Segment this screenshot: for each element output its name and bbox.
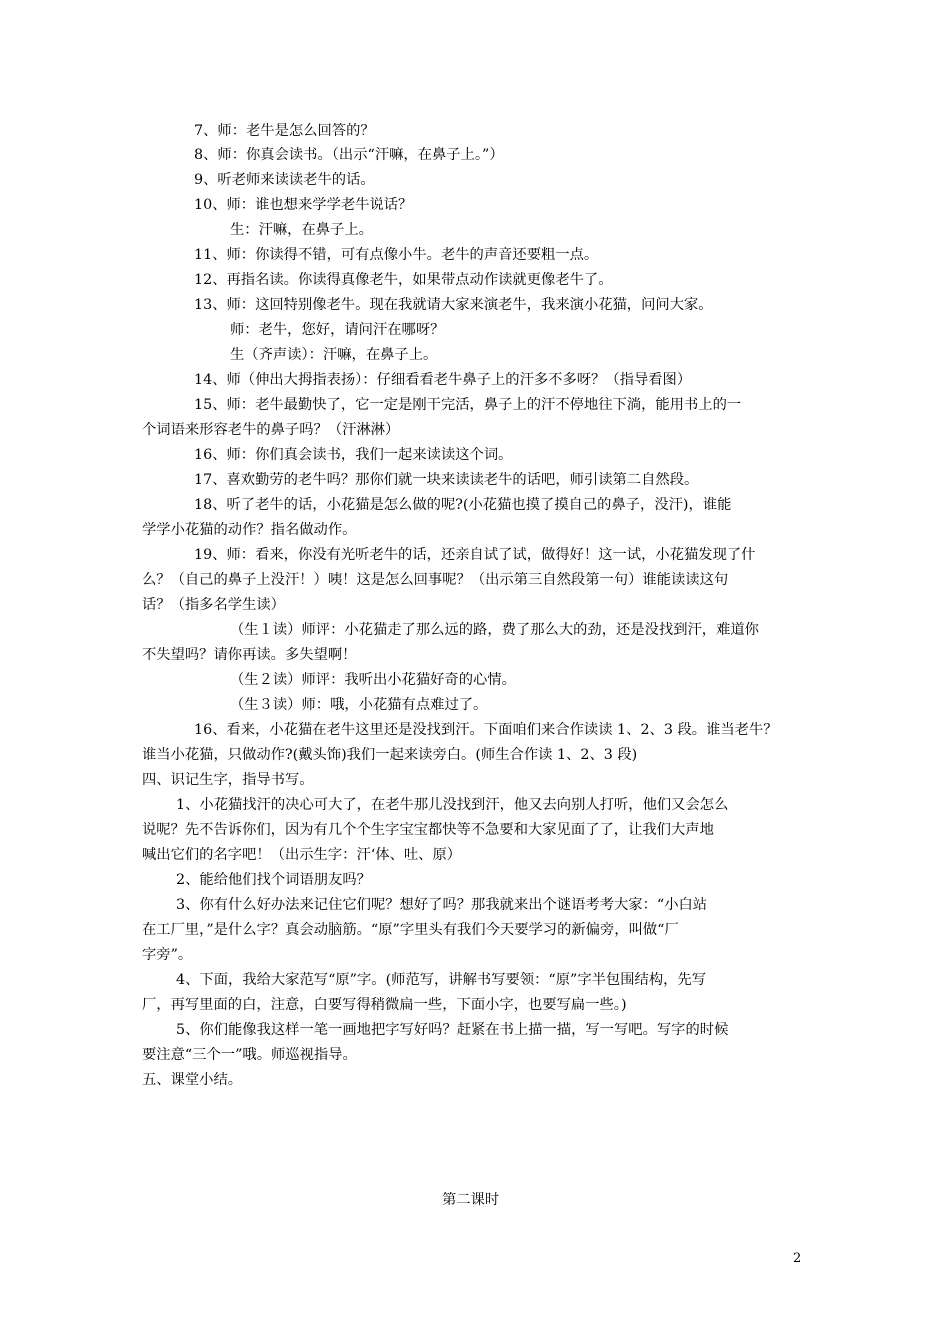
text-line: 在工厂里，”是什么字？真会动脑筋。“原”字里头有我们今天要学习的新偏旁，叫做“厂 [142, 922, 679, 938]
text-line: 四、识记生字，指导书写。 [142, 772, 314, 788]
text-line: 生：汗嘛，在鼻子上。 [230, 222, 373, 238]
text-line: 谁当小花猫，只做动作?(戴头饰)我们一起来读旁白。(师生合作读 1、2、3 段) [142, 747, 638, 763]
text-line: 要注意“三个一”哦。师巡视指导。 [142, 1047, 357, 1063]
text-line: 师：老牛，您好，请问汗在哪呀？ [230, 322, 445, 338]
text-line: 第二课时 [442, 1192, 500, 1208]
text-line: 生（齐声读）：汗嘛，在鼻子上。 [230, 347, 438, 363]
text-line: （生１读）师评：小花猫走了那么远的路，费了那么大的劲，还是没找到汗，难道你 [230, 622, 759, 638]
text-line: 厂，再写里面的白，注意，白要写得稍微扁一些，下面小字，也要写扁一些。) [142, 997, 627, 1013]
text-line: 字旁”。 [142, 947, 193, 963]
text-line: 五、课堂小结。 [142, 1072, 243, 1088]
text-line: 12、再指名读。你读得真像老牛，如果带点动作读就更像老牛了。 [194, 272, 613, 288]
page-number: 2 [793, 1251, 802, 1266]
text-line: 3、你有什么好办法来记住它们呢？想好了吗？那我就来出个谜语考考大家：“小白站 [176, 897, 708, 913]
text-line: 8、师：你真会读书。（出示“汗嘛，在鼻子上。”） [194, 147, 504, 163]
text-line: 15、师：老牛最勤快了，它一定是刚干完活，鼻子上的汗不停地往下淌，能用书上的一 [194, 397, 742, 413]
text-line: 4、下面，我给大家范写“原”字。(师范写，讲解书写要领：“原”字半包围结构，先写 [176, 972, 706, 988]
text-line: （生３读）师：哦，小花猫有点难过了。 [230, 697, 488, 713]
text-line: 16、师：你们真会读书，我们一起来读读这个词。 [194, 447, 513, 463]
text-line: 2、能给他们找个词语朋友吗？ [176, 872, 371, 888]
text-line: 18、听了老牛的话，小花猫是怎么做的呢?(小花猫也摸了摸自己的鼻子，没汗)，谁能 [194, 497, 732, 513]
text-line: 学学小花猫的动作？指名做动作。 [142, 522, 357, 538]
text-line: 喊出它们的名字吧！（出示生字：汗‘体、吐、原） [142, 847, 462, 863]
text-line: 11、师：你读得不错，可有点像小牛。老牛的声音还要粗一点。 [194, 247, 599, 263]
text-line: 1、小花猫找汗的决心可大了，在老牛那儿没找到汗，他又去向别人打听，他们又会怎么 [176, 797, 729, 813]
text-line: 说呢？先不告诉你们，因为有几个个生字宝宝都快等不急要和大家见面了了，让我们大声地 [142, 822, 714, 838]
text-line: 19、师：看来，你没有光听老牛的话，还亲自试了试，做得好！这一试，小花猫发现了什 [194, 547, 756, 563]
text-line: 不失望吗？请你再读。多失望啊！ [142, 647, 357, 663]
text-line: 17、喜欢勤劳的老牛吗？那你们就一块来读读老牛的话吧，师引读第二自然段。 [194, 472, 699, 488]
text-line: 5、你们能像我这样一笔一画地把字写好吗？赶紧在书上描一描，写一写吧。写字的时候 [176, 1022, 729, 1038]
text-line: 14、师（伸出大拇指表扬）：仔细看看老牛鼻子上的汗多不多呀？（指导看图） [194, 372, 692, 388]
text-line: 个词语来形容老牛的鼻子吗？（汗淋淋） [142, 422, 400, 438]
text-line: 13、师：这回特别像老牛。现在我就请大家来演老牛，我来演小花猫，问问大家。 [194, 297, 713, 313]
text-line: 9、听老师来读读老牛的话。 [194, 172, 375, 188]
text-line: 话？（指多名学生读） [142, 597, 285, 613]
text-line: 10、师：谁也想来学学老牛说话？ [194, 197, 413, 213]
text-line: 么？（自己的鼻子上没汗！）咦！这是怎么回事呢？（出示第三自然段第一句）谁能读读这句 [142, 572, 729, 588]
text-line: 16、看来，小花猫在老牛这里还是没找到汗。下面咱们来合作读读 1、2、3 段。谁当老牛？ [194, 722, 778, 738]
text-line: （生２读）师评：我听出小花猫好奇的心情。 [230, 672, 516, 688]
text-line: 7、师：老牛是怎么回答的？ [194, 123, 375, 139]
